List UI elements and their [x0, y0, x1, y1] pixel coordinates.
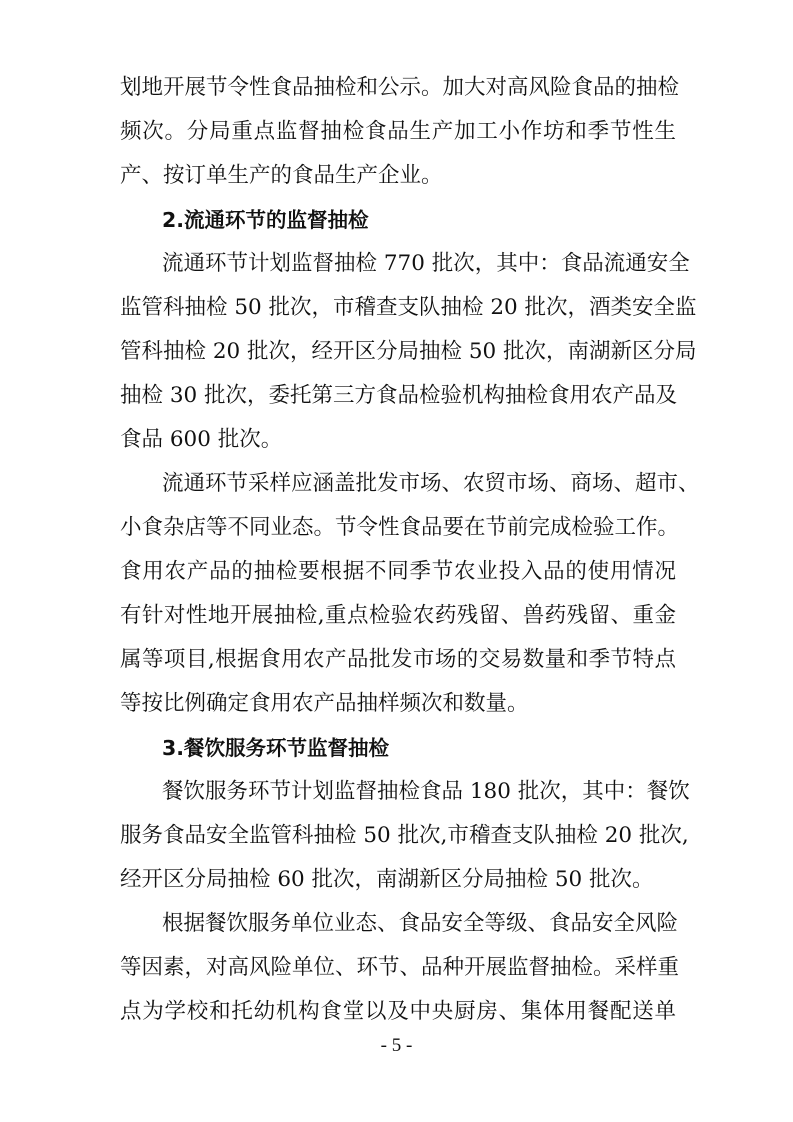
paragraph-line: 根据餐饮服务单位业态、食品安全等级、食品安全风险 [162, 911, 679, 936]
paragraph-line: 经开区分局抽检 60 批次，南湖新区分局抽检 50 批次。 [120, 867, 654, 892]
paragraph-line: 产、按订单生产的食品生产企业。 [120, 163, 443, 188]
paragraph-line: 管科抽检 20 批次，经开区分局抽检 50 批次，南湖新区分局 [120, 339, 697, 364]
paragraph-line: 点为学校和托幼机构食堂以及中央厨房、集体用餐配送单 [120, 999, 676, 1024]
paragraph-line: 餐饮服务环节计划监督抽检食品 180 批次，其中：餐饮 [162, 779, 690, 804]
paragraph-line: 抽检 30 批次，委托第三方食品检验机构抽检食用农产品及 [120, 383, 678, 408]
paragraph-line: 频次。分局重点监督抽检食品生产加工小作坊和季节性生 [120, 119, 676, 144]
paragraph-line: 划地开展节令性食品抽检和公示。加大对高风险食品的抽检 [120, 75, 680, 100]
paragraph-line: 服务食品安全监管科抽检 50 批次,市稽查支队抽检 20 批次, [120, 823, 689, 848]
paragraph-line: 流通环节计划监督抽检 770 批次，其中：食品流通安全 [162, 251, 690, 276]
paragraph-line: 有针对性地开展抽检,重点检验农药残留、兽药残留、重金 [120, 603, 676, 628]
paragraph-line: 监管科抽检 50 批次，市稽查支队抽检 20 批次，酒类安全监 [120, 295, 697, 320]
paragraph-line: 小食杂店等不同业态。节令性食品要在节前完成检验工作。 [120, 515, 680, 540]
paragraph-line: 食用农产品的抽检要根据不同季节农业投入品的使用情况 [120, 559, 676, 584]
paragraph-line: 等按比例确定食用农产品抽样频次和数量。 [120, 691, 529, 716]
paragraph-line: 属等项目,根据食用农产品批发市场的交易数量和季节特点 [120, 647, 676, 672]
section-heading-catering: 3.餐饮服务环节监督抽检 [162, 736, 390, 760]
paragraph-line: 食品 600 批次。 [120, 427, 283, 452]
page-number: - 5 - [380, 1035, 413, 1056]
section-heading-circulation: 2.流通环节的监督抽检 [162, 208, 369, 232]
paragraph-line: 等因素，对高风险单位、环节、品种开展监督抽检。采样重 [120, 955, 680, 980]
paragraph-line: 流通环节采样应涵盖批发市场、农贸市场、商场、超市、 [162, 471, 700, 496]
